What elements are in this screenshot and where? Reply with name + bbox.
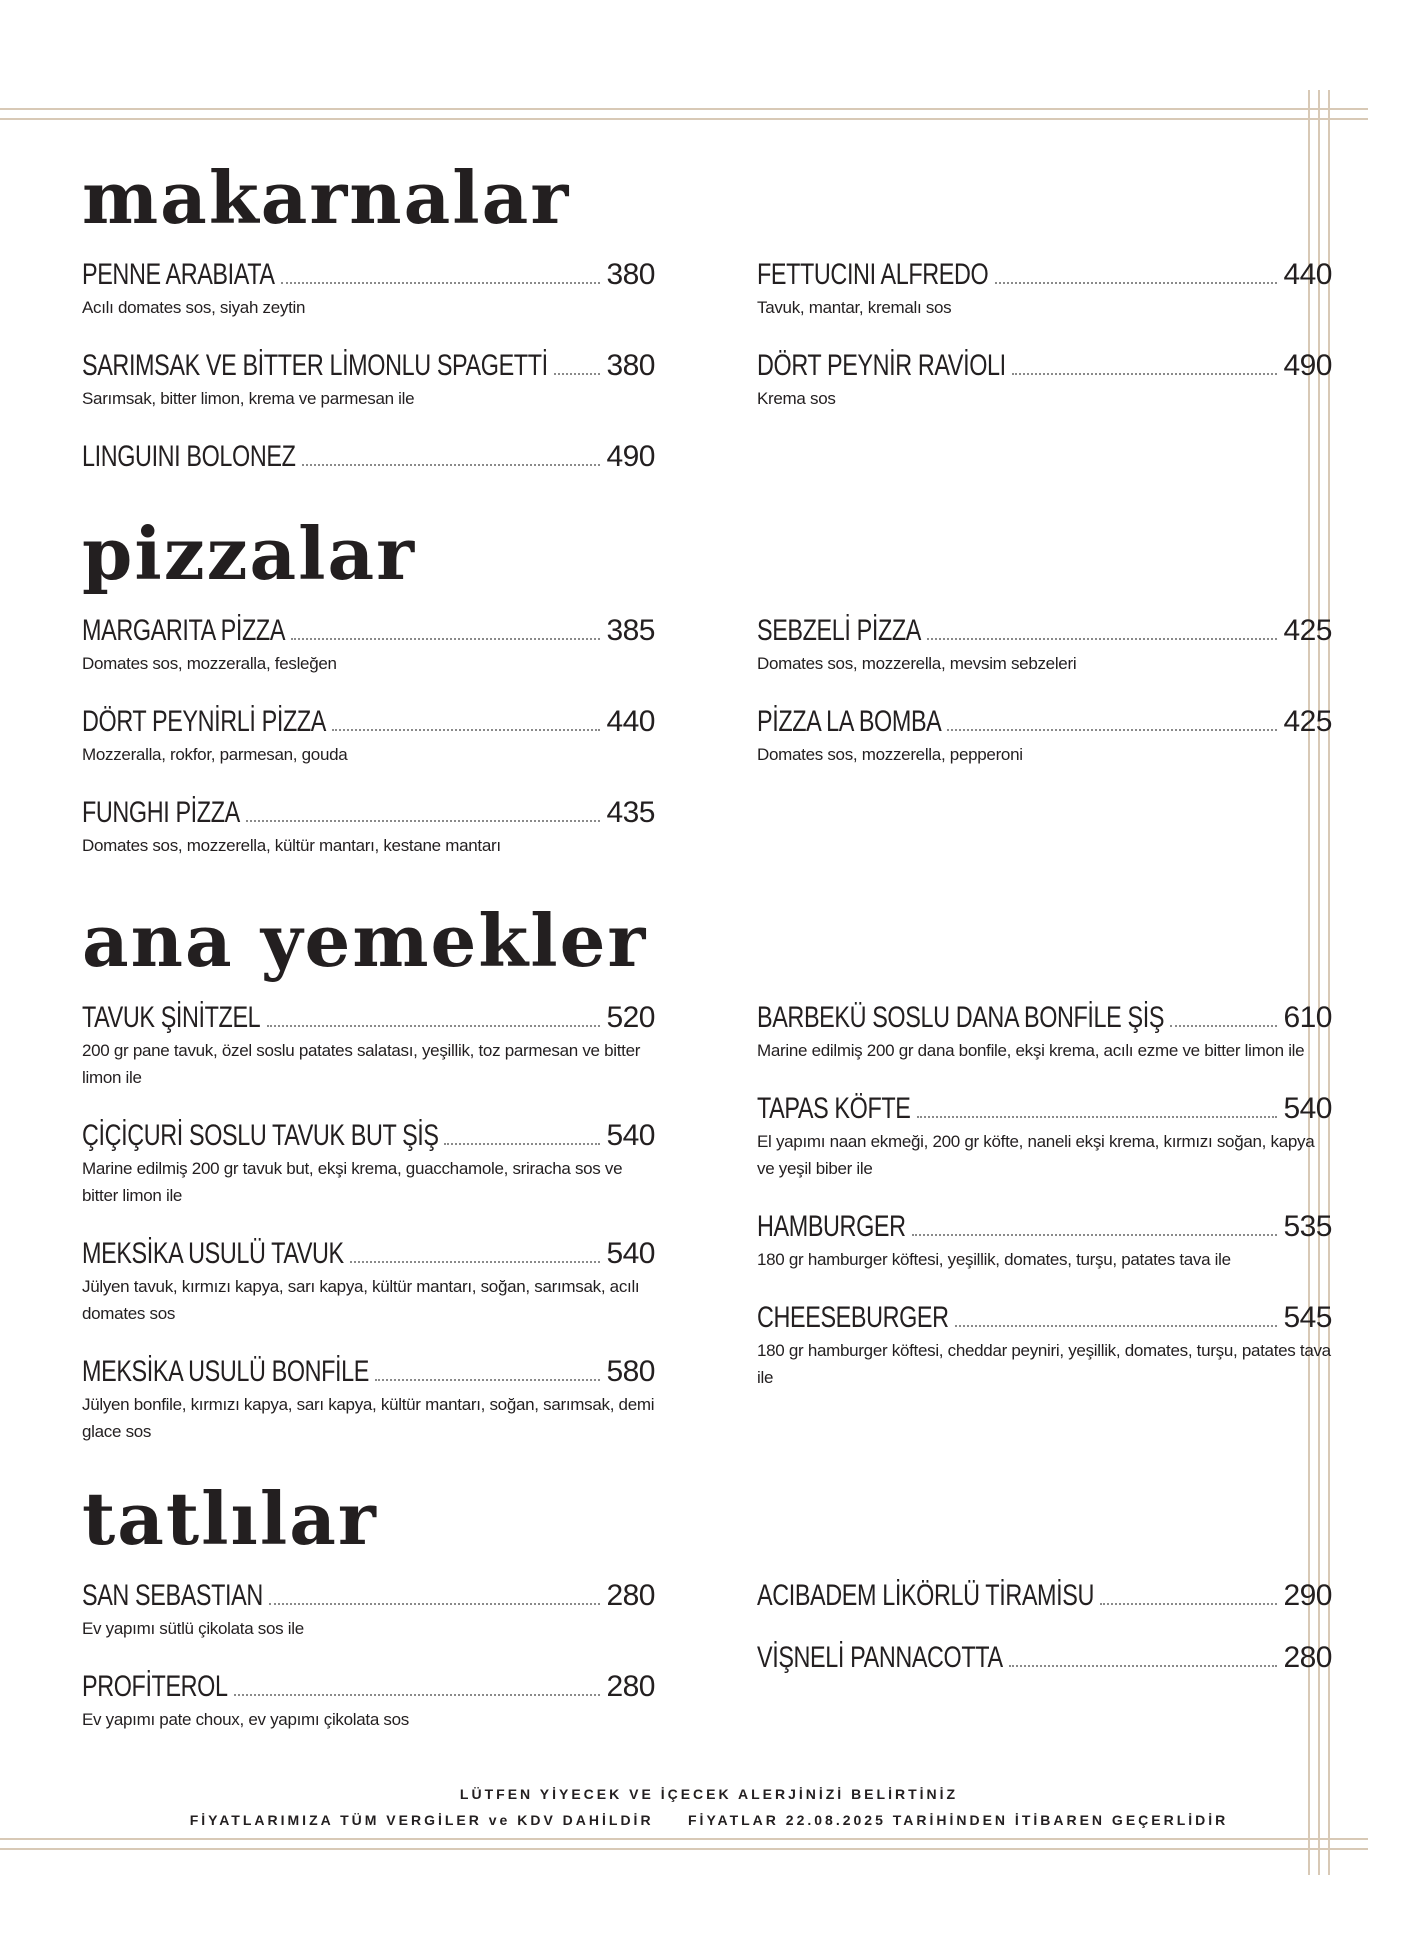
menu-item-line bbox=[757, 1001, 1332, 1035]
menu-item-description: Ev yapımı sütlü çikolata sos ile bbox=[82, 1619, 304, 1638]
menu-item-price: 540 bbox=[1283, 1092, 1332, 1125]
menu-item-price: 280 bbox=[606, 1670, 655, 1703]
dot-leader bbox=[1170, 1025, 1277, 1027]
section-title: makarnalar bbox=[82, 155, 571, 240]
menu-column-left bbox=[82, 1579, 655, 1761]
menu-item-name: FUNGHI PİZZA bbox=[82, 796, 240, 829]
menu-item bbox=[757, 1001, 1332, 1064]
menu-item bbox=[82, 1579, 655, 1642]
menu-item-line bbox=[82, 349, 655, 383]
menu-item-line bbox=[82, 796, 655, 830]
dot-leader bbox=[281, 282, 601, 284]
menu-item-name: MEKSİKA USULÜ TAVUK bbox=[82, 1237, 344, 1270]
menu-column-right bbox=[757, 614, 1332, 796]
dot-leader bbox=[350, 1261, 600, 1263]
menu-item bbox=[82, 349, 655, 412]
dot-leader bbox=[1012, 373, 1278, 375]
dot-leader bbox=[269, 1603, 600, 1605]
menu-item-name: MEKSİKA USULÜ BONFİLE bbox=[82, 1355, 370, 1388]
section-ana-yemekler bbox=[82, 898, 1332, 1441]
frame-line-bottom-2 bbox=[0, 1848, 1368, 1850]
dot-leader bbox=[291, 638, 601, 640]
menu-item-price: 580 bbox=[606, 1355, 655, 1388]
menu-item-description: Acılı domates sos, siyah zeytin bbox=[82, 298, 306, 317]
menu-item bbox=[757, 1641, 1332, 1675]
dot-leader bbox=[947, 729, 1277, 731]
menu-item-name: ÇİÇİÇURİ SOSLU TAVUK BUT ŞİŞ bbox=[82, 1119, 439, 1152]
menu-item-price: 380 bbox=[606, 258, 655, 291]
menu-item-line bbox=[757, 1579, 1332, 1613]
dot-leader bbox=[1009, 1665, 1278, 1667]
menu-item bbox=[82, 1119, 655, 1209]
menu-item bbox=[82, 1001, 655, 1091]
menu-column-right bbox=[757, 1001, 1332, 1419]
menu-item-description: El yapımı naan ekmeği, 200 gr köfte, naneli ekşi krema, kırmızı soğan, kapya ve yeşil biber ile bbox=[757, 1132, 1315, 1178]
menu-item-price: 380 bbox=[606, 349, 655, 382]
menu-item-name: BARBEKÜ SOSLU DANA BONFİLE ŞİŞ bbox=[757, 1001, 1165, 1034]
menu-item-price: 425 bbox=[1283, 614, 1332, 647]
menu-item-line bbox=[82, 614, 655, 648]
dot-leader bbox=[917, 1116, 1278, 1118]
dot-leader bbox=[332, 729, 600, 731]
menu-item-name: HAMBURGER bbox=[757, 1210, 906, 1243]
menu-item-name: DÖRT PEYNİR RAVİOLI bbox=[757, 349, 1006, 382]
menu-item-line bbox=[82, 1119, 655, 1153]
menu-item-line bbox=[757, 614, 1332, 648]
dot-leader bbox=[927, 638, 1278, 640]
menu-item bbox=[82, 1355, 655, 1445]
menu-item-price: 520 bbox=[606, 1001, 655, 1034]
footer-allergy-note: LÜTFEN YİYECEK VE İÇECEK ALERJİNİZİ BELİRTİNİZ bbox=[459, 1786, 959, 1802]
menu-item-price: 435 bbox=[606, 796, 655, 829]
dot-leader bbox=[444, 1143, 600, 1145]
section-title: ana yemekler bbox=[82, 898, 648, 983]
menu-item-description: 180 gr hamburger köftesi, cheddar peyniri, yeşillik, domates, turşu, patates tava ile bbox=[757, 1341, 1331, 1387]
section-tatlilar bbox=[82, 1476, 1332, 1729]
menu-item-price: 290 bbox=[1283, 1579, 1332, 1612]
menu-item-line bbox=[82, 705, 655, 739]
menu-item-line bbox=[757, 1092, 1332, 1126]
menu-item-line bbox=[82, 1579, 655, 1613]
frame-line-top-1 bbox=[0, 108, 1368, 110]
menu-column-right bbox=[757, 258, 1332, 440]
menu-item-description: Marine edilmiş 200 gr dana bonfile, ekşi krema, acılı ezme ve bitter limon ile bbox=[757, 1041, 1305, 1060]
menu-item-description: Domates sos, mozzerella, kültür mantarı, kestane mantarı bbox=[82, 836, 501, 855]
menu-item-description: Ev yapımı pate choux, ev yapımı çikolata sos bbox=[82, 1710, 409, 1729]
menu-item-description: Marine edilmiş 200 gr tavuk but, ekşi krema, guacchamole, sriracha sos ve bitter limon ile bbox=[82, 1159, 623, 1205]
menu-item-price: 280 bbox=[606, 1579, 655, 1612]
menu-item-description: Sarımsak, bitter limon, krema ve parmesan ile bbox=[82, 389, 415, 408]
menu-item-price: 425 bbox=[1283, 705, 1332, 738]
menu-item-price: 545 bbox=[1283, 1301, 1332, 1334]
menu-item-line bbox=[757, 349, 1332, 383]
menu-item bbox=[757, 614, 1332, 677]
menu-item-description: 200 gr pane tavuk, özel soslu patates salatası, yeşillik, toz parmesan ve bitter limon ile bbox=[82, 1041, 641, 1087]
menu-item bbox=[757, 1210, 1332, 1273]
menu-item-name: CHEESEBURGER bbox=[757, 1301, 949, 1334]
menu-item-name: PROFİTEROL bbox=[82, 1670, 228, 1703]
menu-item-price: 535 bbox=[1283, 1210, 1332, 1243]
menu-item bbox=[757, 705, 1332, 768]
menu-item-line bbox=[757, 705, 1332, 739]
menu-item-name: ACIBADEM LİKÖRLÜ TİRAMİSU bbox=[757, 1579, 1094, 1612]
menu-item-price: 540 bbox=[606, 1119, 655, 1152]
dot-leader bbox=[375, 1379, 600, 1381]
menu-item bbox=[757, 349, 1332, 412]
menu-item-line bbox=[757, 1210, 1332, 1244]
menu-item-description: Tavuk, mantar, kremalı sos bbox=[757, 298, 952, 317]
menu-item-price: 490 bbox=[1283, 349, 1332, 382]
menu-item-price: 280 bbox=[1283, 1641, 1332, 1674]
menu-item-line bbox=[82, 1001, 655, 1035]
menu-item-price: 440 bbox=[606, 705, 655, 738]
dot-leader bbox=[267, 1025, 601, 1027]
menu-item-price: 610 bbox=[1283, 1001, 1332, 1034]
section-pizzalar bbox=[82, 511, 1332, 855]
menu-item-description: Jülyen tavuk, kırmızı kapya, sarı kapya, kültür mantarı, soğan, sarımsak, acılı domates sos bbox=[82, 1277, 640, 1323]
menu-item-description: Mozzeralla, rokfor, parmesan, gouda bbox=[82, 745, 348, 764]
menu-item-name: LINGUINI BOLONEZ bbox=[82, 440, 296, 473]
menu-item-line bbox=[757, 1641, 1332, 1675]
dot-leader bbox=[302, 464, 601, 466]
menu-item bbox=[82, 1237, 655, 1327]
menu-item bbox=[757, 1092, 1332, 1182]
menu-item-description: Domates sos, mozzeralla, fesleğen bbox=[82, 654, 337, 673]
menu-item-line bbox=[82, 258, 655, 292]
menu-item bbox=[757, 1301, 1332, 1391]
menu-item-line bbox=[82, 1237, 655, 1271]
menu-item bbox=[82, 796, 655, 859]
menu-item-name: PENNE ARABIATA bbox=[82, 258, 275, 291]
menu-column-left bbox=[82, 1001, 655, 1473]
menu-item-name: PİZZA LA BOMBA bbox=[757, 705, 942, 738]
menu-item-name: SARIMSAK VE BİTTER LİMONLU SPAGETTİ bbox=[82, 349, 548, 382]
dot-leader bbox=[912, 1234, 1277, 1236]
menu-item-line bbox=[757, 1301, 1332, 1335]
section-makarnalar bbox=[82, 155, 1332, 473]
menu-item bbox=[82, 1670, 655, 1733]
menu-column-right bbox=[757, 1579, 1332, 1703]
menu-item-description: Jülyen bonfile, kırmızı kapya, sarı kapya, kültür mantarı, soğan, sarımsak, demi glace sos bbox=[82, 1395, 655, 1441]
menu-item-name: SAN SEBASTIAN bbox=[82, 1579, 263, 1612]
menu-item-price: 540 bbox=[606, 1237, 655, 1270]
frame-line-bottom-1 bbox=[0, 1838, 1368, 1840]
menu-item-description: Krema sos bbox=[757, 389, 836, 408]
menu-item-name: DÖRT PEYNİRLİ PİZZA bbox=[82, 705, 326, 738]
dot-leader bbox=[995, 282, 1278, 284]
menu-item-line bbox=[82, 440, 655, 474]
menu-item bbox=[757, 258, 1332, 321]
menu-item-name: TAPAS KÖFTE bbox=[757, 1092, 911, 1125]
menu-item-name: FETTUCINI ALFREDO bbox=[757, 258, 989, 291]
menu-item bbox=[82, 440, 655, 474]
dot-leader bbox=[554, 373, 601, 375]
menu-item-name: MARGARITA PİZZA bbox=[82, 614, 286, 647]
menu-item-line bbox=[82, 1670, 655, 1704]
menu-item bbox=[82, 705, 655, 768]
menu-item bbox=[82, 614, 655, 677]
menu-item-line bbox=[757, 258, 1332, 292]
dot-leader bbox=[246, 820, 601, 822]
dot-leader bbox=[955, 1325, 1278, 1327]
menu-item bbox=[757, 1579, 1332, 1613]
footer-price-note: FİYATLARIMIZA TÜM VERGİLER ve KDV DAHİLDİR FİYATLAR 22.08.2025 TARİHİNDEN İTİBAREN GEÇERLİDİR bbox=[189, 1812, 1229, 1828]
menu-item-description: Domates sos, mozzerella, pepperoni bbox=[757, 745, 1023, 764]
menu-item-price: 440 bbox=[1283, 258, 1332, 291]
menu-item-description: Domates sos, mozzerella, mevsim sebzeleri bbox=[757, 654, 1077, 673]
menu-item-name: TAVUK ŞİNİTZEL bbox=[82, 1001, 261, 1034]
menu-item bbox=[82, 258, 655, 321]
menu-item-description: 180 gr hamburger köftesi, yeşillik, domates, turşu, patates tava ile bbox=[757, 1250, 1231, 1269]
dot-leader bbox=[234, 1694, 601, 1696]
menu-item-price: 490 bbox=[606, 440, 655, 473]
menu-item-name: SEBZELİ PİZZA bbox=[757, 614, 921, 647]
menu-item-name: VİŞNELİ PANNACOTTA bbox=[757, 1641, 1003, 1674]
section-title: pizzalar bbox=[82, 511, 417, 596]
menu-column-left bbox=[82, 258, 655, 502]
menu-item-line bbox=[82, 1355, 655, 1389]
menu-column-left bbox=[82, 614, 655, 887]
frame-line-top-2 bbox=[0, 118, 1368, 120]
menu-item-price: 385 bbox=[606, 614, 655, 647]
dot-leader bbox=[1100, 1603, 1277, 1605]
section-title: tatlılar bbox=[82, 1476, 378, 1561]
